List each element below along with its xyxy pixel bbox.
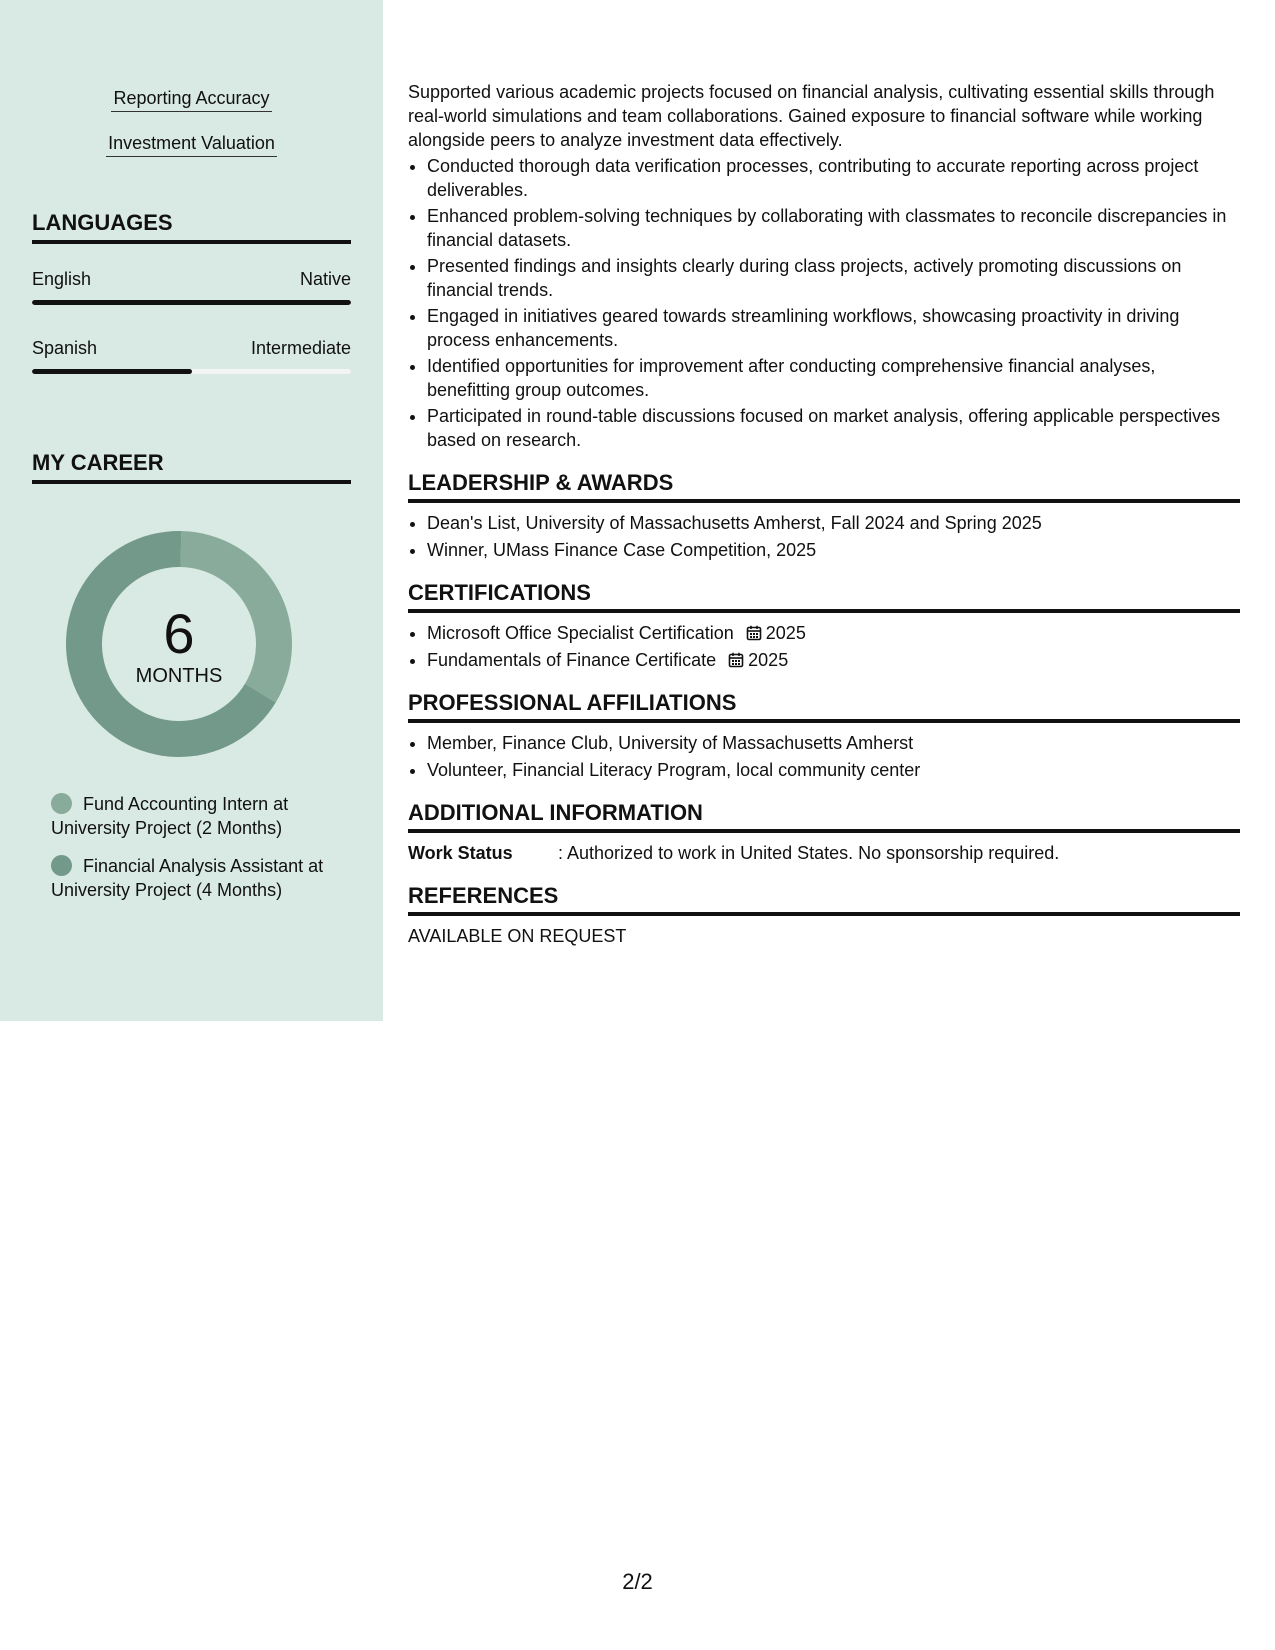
language-row [32,336,351,360]
additional-info-heading: ADDITIONAL INFORMATION [408,798,1240,833]
calendar-icon [746,625,762,641]
certification-year: 2025 [765,623,806,643]
language-proficiency-fill [32,369,192,374]
calendar-icon [728,652,744,668]
experience-summary: Supported various academic projects focused on financial analysis, cultivating essential skills through real-world simulations and team collaborations. Gained exposure to financial software while working alongside peers to analyze investment data effectively. [408,82,1215,150]
experience-bullet: • Conducted thorough data verification processes, contributing to accurate reporting across project deliverables. [427,154,1240,202]
language-name: Spanish [32,338,98,358]
experience-bullet: • Presented findings and insights clearly during class projects, actively promoting discussions on financial trends. [427,254,1240,302]
experience-bullet: • Engaged in initiatives geared towards streamlining workflows, showcasing proactivity in driving process enhancements. [427,304,1240,352]
language-name: English [32,269,92,289]
work-status-value: : Authorized to work in United States. No sponsorship required. [558,843,1060,863]
page-number: 2/2 [622,1569,653,1594]
experience-bullets [427,154,1240,452]
certification-year: 2025 [748,650,789,670]
references-heading: REFERENCES [408,881,1240,916]
work-status-label: Work Status [408,843,513,863]
leadership-list [427,511,1240,562]
language-level: Native [299,269,351,289]
certification-name: Fundamentals of Finance Certificate [427,650,717,670]
career-total-number: 6 [163,602,195,665]
language-proficiency-bar [32,369,351,374]
legend-dot-icon [51,855,72,876]
references-text: AVAILABLE ON REQUEST [408,926,627,946]
certification-item [427,621,1240,645]
affiliation-item: • Volunteer, Financial Literacy Program, local community center [427,758,1240,782]
skill-item: Reporting Accuracy [111,86,271,112]
sidebar [0,0,383,1021]
leadership-heading: LEADERSHIP & AWARDS [408,468,1240,503]
career-legend [51,792,341,916]
experience-bullet: • Participated in round-table discussions focused on market analysis, offering applicable perspectives based on research. [427,404,1240,452]
career-legend-item [51,792,341,840]
career-legend-item [51,854,341,902]
skill-item: Investment Valuation [106,131,277,157]
affiliation-item: • Member, Finance Club, University of Massachusetts Amherst [427,731,1240,755]
career-donut-chart [66,531,292,757]
career-legend-label: Financial Analysis Assistant at University Project (4 Months) [51,856,324,900]
certification-item [427,648,1240,672]
career-total-unit: MONTHS [135,665,223,687]
language-proficiency-bar [32,300,351,305]
language-level: Intermediate [250,338,351,358]
career-legend-label: Fund Accounting Intern at University Project (2 Months) [51,794,289,838]
career-heading: MY CAREER [32,448,351,484]
certifications-list [427,621,1240,672]
skills-list [0,86,383,176]
language-proficiency-fill [32,300,351,305]
languages-heading: LANGUAGES [32,208,351,244]
language-row [32,267,351,291]
experience-bullet: • Identified opportunities for improvement after conducting comprehensive financial analyses, benefitting group outcomes. [427,354,1240,402]
main-content [408,80,1240,948]
legend-dot-icon [51,793,72,814]
leadership-item: • Dean's List, University of Massachusetts Amherst, Fall 2024 and Spring 2025 [427,511,1240,535]
leadership-item: • Winner, UMass Finance Case Competition, 2025 [427,538,1240,562]
certification-name: Microsoft Office Specialist Certification [427,623,734,643]
experience-bullet: • Enhanced problem-solving techniques by collaborating with classmates to reconcile discrepancies in financial datasets. [427,204,1240,252]
affiliations-heading: PROFESSIONAL AFFILIATIONS [408,688,1240,723]
work-status-row [408,841,1240,865]
certifications-heading: CERTIFICATIONS [408,578,1240,613]
affiliations-list [427,731,1240,782]
